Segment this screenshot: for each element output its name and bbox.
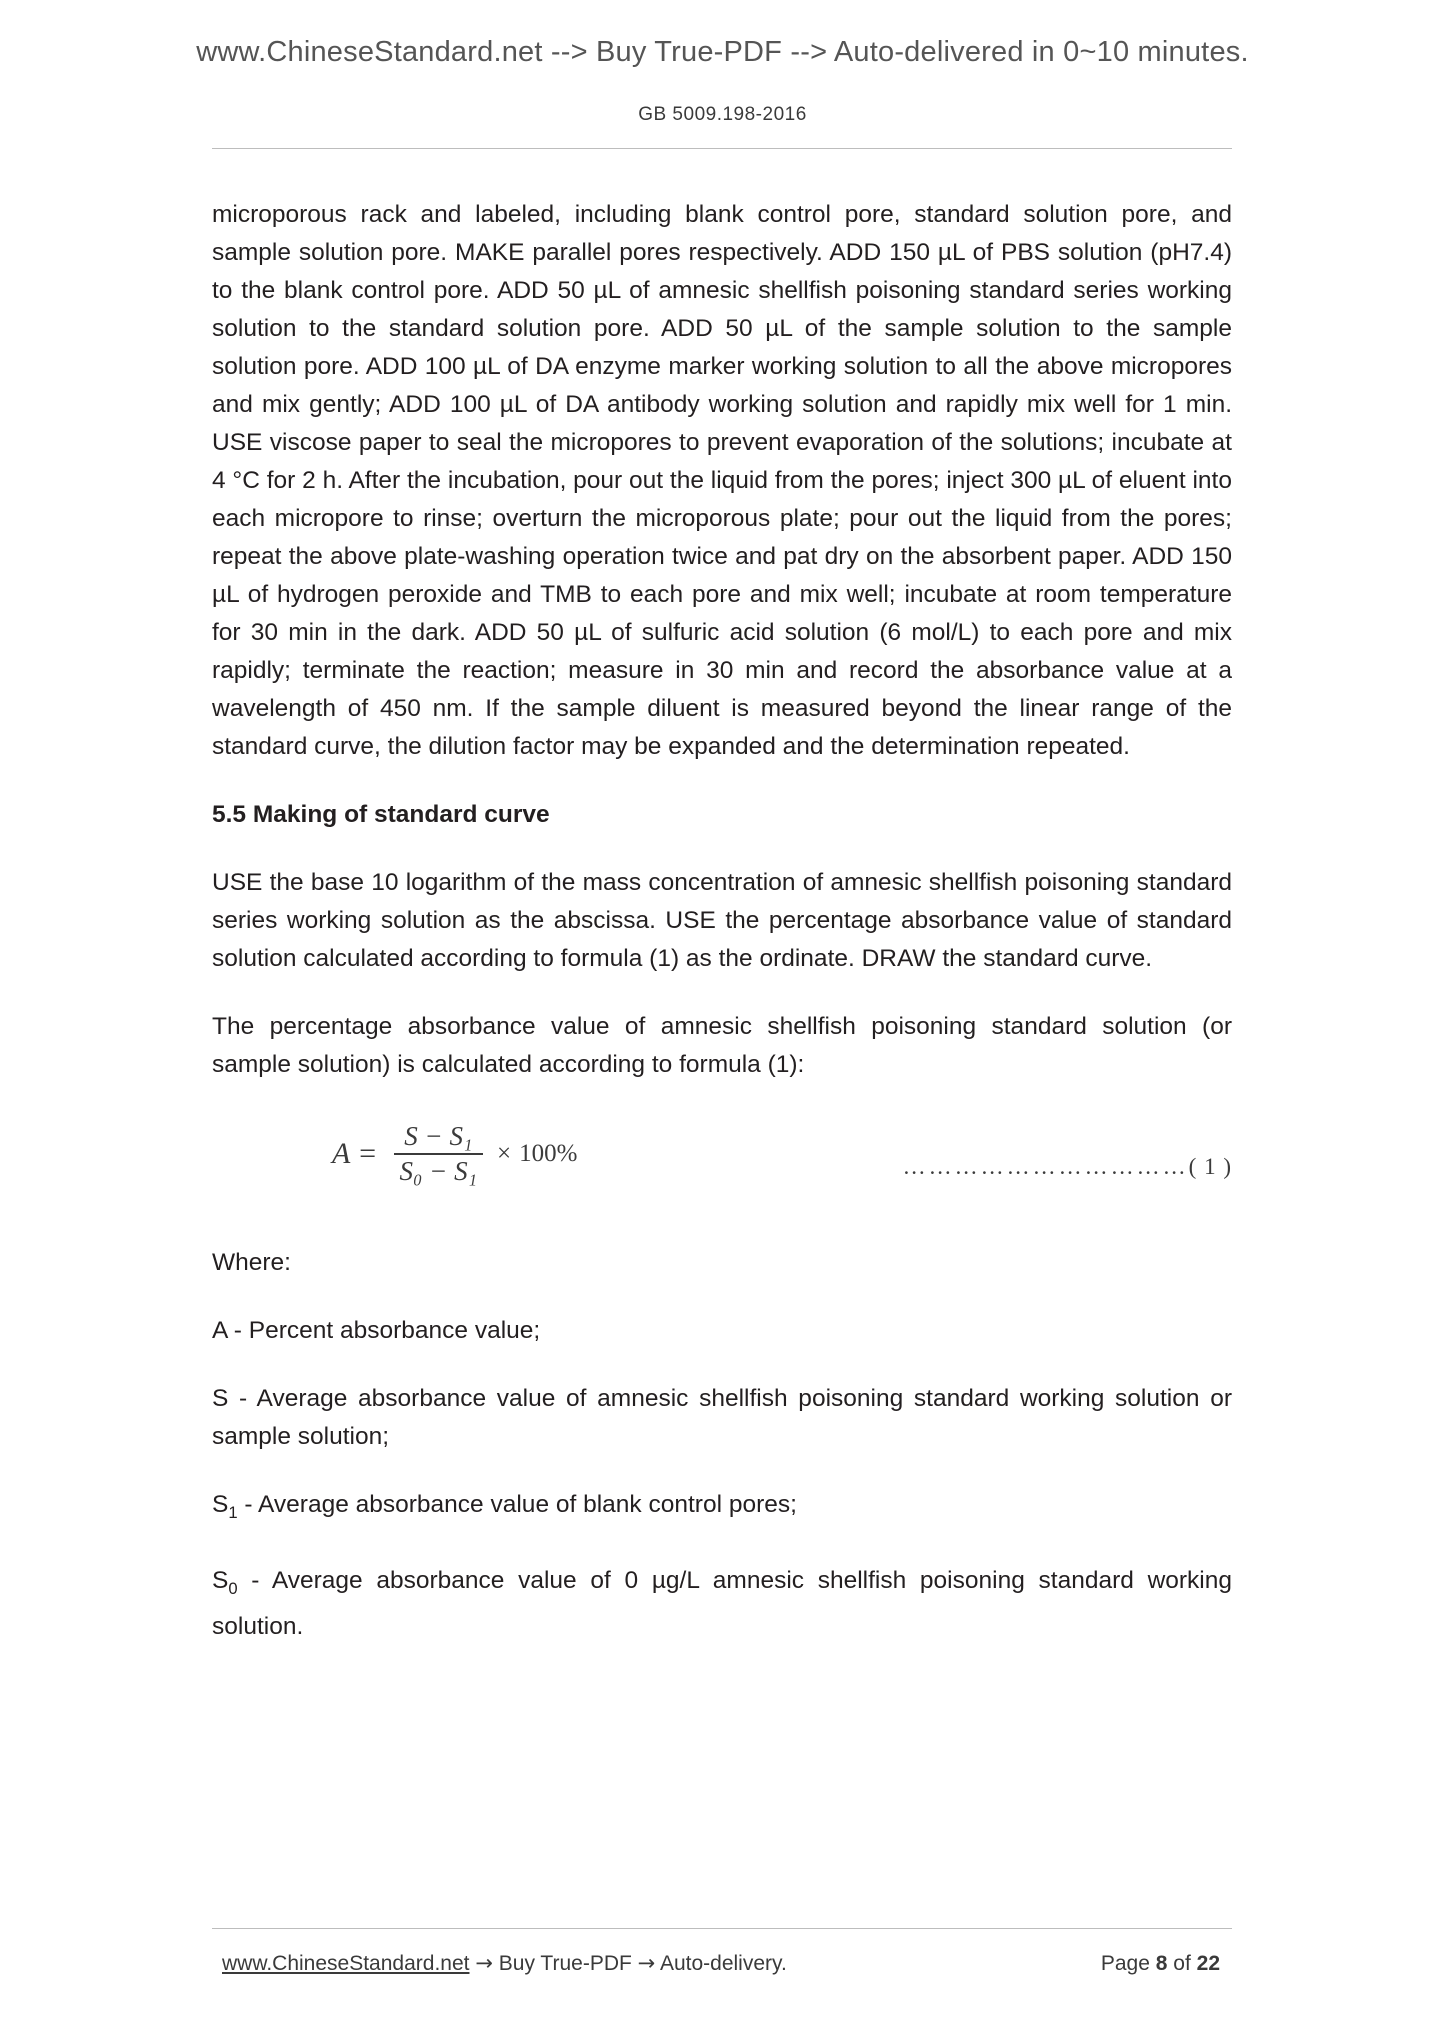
paragraph-formula-intro: The percentage absorbance value of amnesic shellfish poisoning standard solution (or sample solution) is calculated according to formula (1): bbox=[212, 1013, 1232, 1078]
footer-delivery-label: Auto-delivery. bbox=[659, 1952, 787, 1975]
subscript-1: 1 bbox=[228, 1502, 238, 1522]
section-heading-5-5: 5.5 Making of standard curve bbox=[212, 801, 550, 828]
formula-leader-dots: …………………………… bbox=[902, 1154, 1189, 1179]
page-number: 8 bbox=[1155, 1952, 1168, 1975]
formula-denominator: S₀ − S₁ bbox=[399, 1156, 478, 1186]
of-label: of bbox=[1173, 1952, 1191, 1975]
page-footer bbox=[212, 1928, 1232, 1976]
formula-percent-factor: 100% bbox=[519, 1140, 578, 1167]
formula-lhs: A = bbox=[332, 1137, 378, 1170]
definition-s0: $S_0$ - Average absorbance value of 0 µg/L amnesic shellfish poisoning standard working solution. bbox=[212, 1566, 1232, 1640]
formula-1 bbox=[332, 1120, 577, 1188]
footer-site-link[interactable]: www.ChineseStandard.net bbox=[222, 1952, 470, 1975]
footer-line bbox=[212, 1951, 1232, 1976]
page-content bbox=[212, 196, 1232, 1676]
formula-fraction bbox=[388, 1120, 490, 1188]
arrow-right-icon-2: → bbox=[637, 1951, 656, 1975]
footer-left-group bbox=[212, 1951, 787, 1976]
page-label: Page bbox=[1100, 1952, 1150, 1975]
footer-divider bbox=[212, 1928, 1232, 1929]
formula-reference bbox=[903, 1154, 1232, 1180]
definition-a: A - Percent absorbance value; bbox=[212, 1317, 541, 1344]
footer-page-indicator bbox=[1101, 1952, 1232, 1976]
formula-numerator: S − S₁ bbox=[404, 1121, 473, 1151]
total-pages: 22 bbox=[1196, 1952, 1220, 1975]
formula-number: ( 1 ) bbox=[1188, 1154, 1232, 1179]
where-label: Where: bbox=[212, 1249, 291, 1276]
paragraph-standard-curve: USE the base 10 logarithm of the mass concentration of amnesic shellfish poisoning standard series working solution as the abscissa. USE the percentage absorbance value of standard solution calculated according to formula (1) as the ordinate. DRAW the standard curve. bbox=[212, 869, 1232, 972]
paragraph-procedure: microporous rack and labeled, including blank control pore, standard solution pore, and sample solution pore. MAKE parallel pores respectively. ADD 150 µL of PBS solution (pH7.4) to the blank control pore. ADD 50 µL of amnesic shellfish poisoning standard series working solution to the standard solution pore. ADD 50 µL of the sample solution to the sample solution pore. ADD 100 µL of DA enzyme marker working solution to all the above micropores and mix gently; ADD 100 µL of DA antibody working solution and rapidly mix well for 1 min. USE viscose paper to seal the micropores to prevent evaporation of the solutions; incubate at 4 °C for 2 h. After the incubation, pour out the liquid from the pores; inject 300 µL of eluent into each micropore to rinse; overturn the microporous plate; pour out the liquid from the pores; repeat the above plate-washing operation twice and pat dry on the absorbent paper. ADD 150 µL of hydrogen peroxide and TMB to each pore and mix well; incubate at room temperature for 30 min in the dark. ADD 50 µL of sulfuric acid solution (6 mol/L) to each pore and mix rapidly; terminate the reaction; measure in 30 min and record the absorbance value at a wavelength of 450 nm. If the sample diluent is measured beyond the linear range of the standard curve, the dilution factor may be expanded and the determination repeated. bbox=[212, 201, 1232, 760]
header-divider bbox=[212, 148, 1232, 149]
standard-number: GB 5009.198-2016 bbox=[638, 104, 807, 125]
watermark-banner: www.ChineseStandard.net --> Buy True-PDF --> Auto-delivered in 0~10 minutes. bbox=[196, 36, 1249, 68]
definition-s1: $S_1$ - Average absorbance value of blank control pores; bbox=[212, 1491, 797, 1522]
subscript-0: 0 bbox=[228, 1578, 238, 1598]
definition-s: S - Average absorbance value of amnesic shellfish poisoning standard working solution or sample solution; bbox=[212, 1385, 1232, 1450]
formula-multiply-sign: × bbox=[497, 1140, 512, 1167]
footer-buy-label: Buy True-PDF bbox=[498, 1952, 632, 1975]
arrow-right-icon: → bbox=[475, 1951, 493, 1975]
formula-block bbox=[212, 1114, 1232, 1222]
